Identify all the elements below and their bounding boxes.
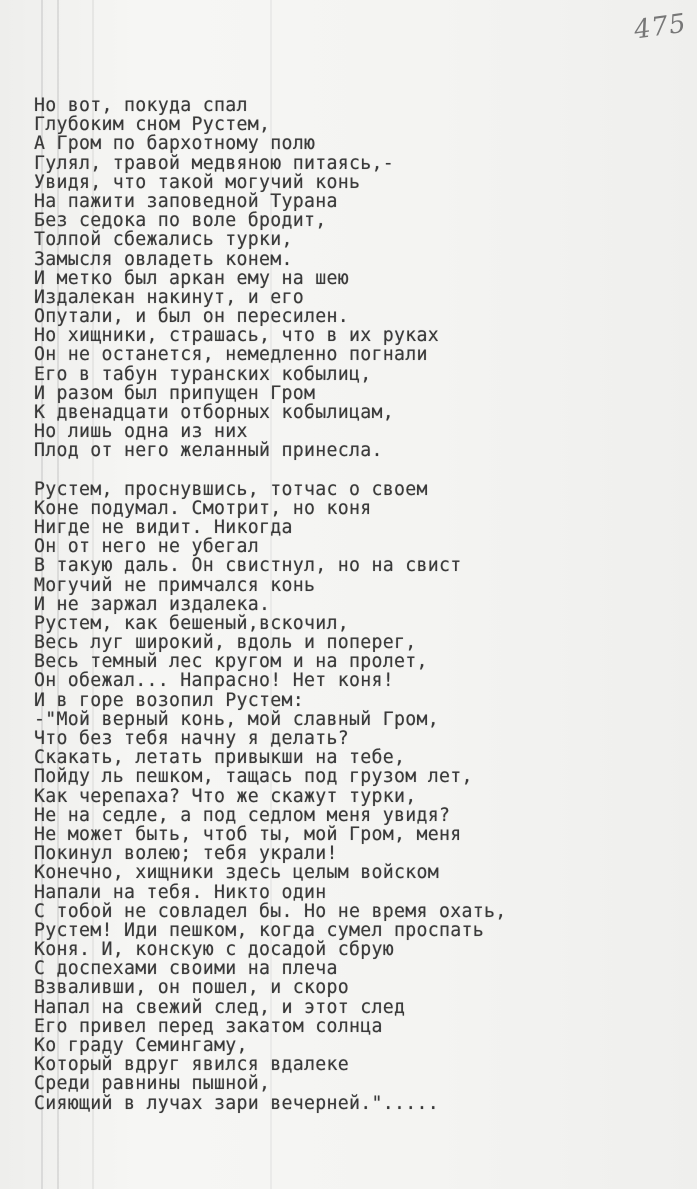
poem-line: И метко был аркан ему на шею xyxy=(34,267,349,289)
poem-line: Рустем, как бешеный,вскочил, xyxy=(34,612,349,634)
poem-line: -"Мой верный конь, мой славный Гром, xyxy=(34,708,439,730)
poem-line: С тобой не совладел бы. Но не время охать, xyxy=(34,900,507,922)
poem-stanza xyxy=(34,96,674,461)
poem-line: И разом был припущен Гром xyxy=(34,382,316,404)
poem-line: Опутали, и был он пересилен. xyxy=(34,306,349,328)
poem-line: Он от него не убегал xyxy=(34,536,259,558)
poem-line: Могучий не примчался конь xyxy=(34,574,316,596)
poem-line: Как черепаха? Что же скажут турки, xyxy=(34,785,417,807)
poem-line: Который вдруг явился вдалеке xyxy=(34,1054,349,1076)
poem-line: Напал на свежий след, и этот след xyxy=(34,996,406,1018)
poem-line: Покинул волею; тебя украли! xyxy=(34,843,338,865)
poem-line: Он не останется, немедленно погнали xyxy=(34,344,428,366)
poem-line: Взваливши, он пошел, и скоро xyxy=(34,977,349,999)
poem-line: Толпой сбежались турки, xyxy=(34,229,293,251)
poem-line: Нигде не видит. Никогда xyxy=(34,516,293,538)
poem-line: Ко граду Семингаму, xyxy=(34,1035,248,1056)
poem-line: Гулял, травой медвяною питаясь,- xyxy=(34,152,394,174)
poem-line: Не может быть, чтоб ты, мой Гром, меня xyxy=(34,823,462,845)
poem-line: Весь темный лес кругом и на пролет, xyxy=(34,651,428,673)
poem-line: В такую даль. Он свистнул, но на свист xyxy=(34,555,462,577)
poem-line: Сияющий в лучах зари вечерней."..... xyxy=(34,1092,439,1114)
poem-line: Он обежал... Напрасно! Нет коня! xyxy=(34,670,394,692)
poem-line: На пажити заповедной Турана xyxy=(34,190,338,212)
poem-text xyxy=(34,96,674,1113)
poem-line: Замысля овладеть конем. xyxy=(34,248,293,270)
poem-line: Рустем, проснувшись, тотчас о своем xyxy=(34,478,428,500)
page-number: 475 xyxy=(632,8,689,46)
poem-line: Без седока по воле бродит, xyxy=(34,210,327,232)
poem-line: Среди равнины пышной, xyxy=(34,1073,271,1095)
poem-line: Его привел перед закатом солнца xyxy=(34,1015,383,1037)
poem-line: Плод от него желанный принесла. xyxy=(34,440,383,462)
poem-line: Весь луг широкий, вдоль и поперег, xyxy=(34,632,417,654)
poem-line: Коня. И, конскую с досадой сбрую xyxy=(34,939,394,961)
poem-line: Но лишь одна из них xyxy=(34,421,248,443)
poem-line: Напали на тебя. Никто один xyxy=(34,881,327,903)
poem-line: Его в табун туранских кобылиц, xyxy=(34,363,372,385)
poem-line: А Гром по бархотному полю xyxy=(34,133,316,155)
poem-line: Пойду ль пешком, тащась под грузом лет, xyxy=(34,766,473,788)
poem-line: Издалекан накинут, и его xyxy=(34,286,304,308)
poem-line: Скакать, летать привыкши на тебе, xyxy=(34,747,406,769)
poem-line: Конечно, хищники здесь целым войском xyxy=(34,862,439,884)
poem-line: К двенадцати отборных кобылицам, xyxy=(34,402,394,423)
poem-stanza xyxy=(34,480,674,1113)
poem-line: Рустем! Иди пешком, когда сумел проспать xyxy=(34,919,484,941)
poem-line: Глубоким сном Рустем, xyxy=(34,114,271,136)
poem-line: И в горе возопил Рустем: xyxy=(34,689,304,711)
poem-line: Коне подумал. Смотрит, но коня xyxy=(34,497,372,519)
poem-line: И не заржал издалека. xyxy=(34,593,271,615)
poem-line: Увидя, что такой могучий конь xyxy=(34,171,361,193)
poem-line: Не на седле, а под седлом меня увидя? xyxy=(34,804,451,826)
poem-line: Но вот, покуда спал xyxy=(34,95,248,116)
poem-line: С доспехами своими на плеча xyxy=(34,958,338,980)
poem-line: Но хищники, страшась, что в их руках xyxy=(34,325,439,347)
poem-line: Что без тебя начну я делать? xyxy=(34,728,349,749)
